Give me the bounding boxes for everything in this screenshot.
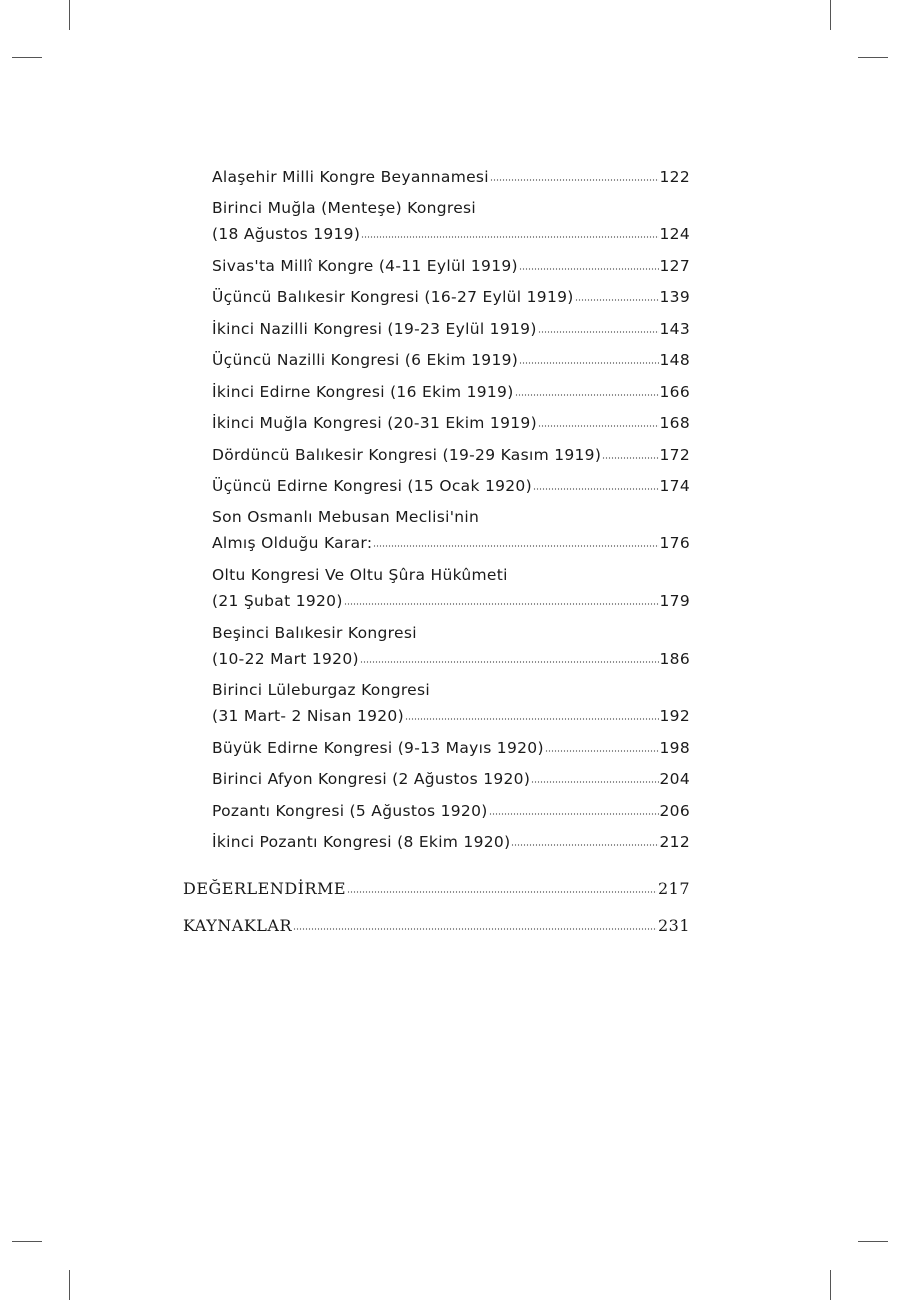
toc-entry-line bbox=[212, 446, 690, 464]
page-number: 179 bbox=[659, 592, 690, 610]
dot-leader bbox=[347, 890, 657, 894]
dot-leader bbox=[344, 602, 659, 606]
page-number: 127 bbox=[659, 257, 690, 275]
page-number: 198 bbox=[659, 739, 690, 757]
dot-leader bbox=[531, 780, 658, 784]
dot-leader bbox=[489, 812, 659, 816]
toc-entry-title-line: Beşinci Balıkesir Kongresi bbox=[212, 624, 417, 642]
toc-entry-line bbox=[212, 383, 690, 401]
toc-entry-line bbox=[212, 320, 690, 338]
toc-entry[interactable] bbox=[212, 802, 690, 828]
page-number: 176 bbox=[659, 534, 690, 552]
toc-entry-line bbox=[212, 534, 690, 552]
toc-entry-title: Pozantı Kongresi (5 Ağustos 1920) bbox=[212, 802, 488, 820]
toc-entry-title: Büyük Edirne Kongresi (9-13 Mayıs 1920) bbox=[212, 739, 544, 757]
dot-leader bbox=[293, 927, 657, 931]
page-number: 168 bbox=[659, 414, 690, 432]
chapter-entry[interactable] bbox=[183, 879, 690, 903]
page-number: 212 bbox=[659, 833, 690, 851]
toc-entry-title: Üçüncü Balıkesir Kongresi (16-27 Eylül 1919) bbox=[212, 288, 574, 306]
page-number: 143 bbox=[659, 320, 690, 338]
dot-leader bbox=[575, 298, 659, 302]
page-number: 148 bbox=[659, 351, 690, 369]
toc-entry[interactable] bbox=[212, 624, 690, 676]
toc-entry-line bbox=[212, 414, 690, 432]
toc-entry[interactable] bbox=[212, 288, 690, 314]
toc-entry-title: Sivas'ta Millî Kongre (4-11 Eylül 1919) bbox=[212, 257, 518, 275]
toc-entry-line bbox=[212, 168, 690, 186]
page-number: 231 bbox=[657, 916, 690, 935]
toc-entry[interactable] bbox=[212, 383, 690, 409]
page-number: 166 bbox=[659, 383, 690, 401]
toc-entry[interactable] bbox=[212, 770, 690, 796]
page-number: 217 bbox=[657, 879, 690, 898]
dot-leader bbox=[405, 717, 659, 721]
toc-entry-line bbox=[212, 802, 690, 820]
dot-leader bbox=[360, 660, 659, 664]
page-number: 122 bbox=[659, 168, 690, 186]
chapter-entry[interactable] bbox=[183, 916, 690, 940]
toc-entry-line bbox=[212, 351, 690, 369]
toc-entry-title-line: Son Osmanlı Mebusan Meclisi'nin bbox=[212, 508, 480, 526]
toc-entry-title: İkinci Nazilli Kongresi (19-23 Eylül 1919) bbox=[212, 320, 537, 338]
toc-entry[interactable] bbox=[212, 739, 690, 765]
toc-entry-title: Dördüncü Balıkesir Kongresi (19-29 Kasım 1919) bbox=[212, 446, 602, 464]
toc-entry[interactable] bbox=[212, 351, 690, 377]
toc-entry[interactable] bbox=[212, 833, 690, 859]
chapter-line bbox=[183, 916, 690, 935]
dot-leader bbox=[533, 487, 659, 491]
toc-entry-title: (18 Ağustos 1919) bbox=[212, 225, 361, 243]
toc-entry[interactable] bbox=[212, 681, 690, 733]
toc-entry[interactable] bbox=[212, 199, 690, 251]
toc-entry-title: Alaşehir Milli Kongre Beyannamesi bbox=[212, 168, 489, 186]
toc-entry-title: Birinci Afyon Kongresi (2 Ağustos 1920) bbox=[212, 770, 531, 788]
toc-entry-title: (10-22 Mart 1920) bbox=[212, 650, 359, 668]
dot-leader bbox=[538, 330, 659, 334]
toc-entry-line bbox=[212, 257, 690, 275]
toc-entry-title-line: Birinci Lüleburgaz Kongresi bbox=[212, 681, 430, 699]
dot-leader bbox=[538, 424, 659, 428]
page-number: 192 bbox=[659, 707, 690, 725]
toc-entry[interactable] bbox=[212, 168, 690, 194]
dot-leader bbox=[602, 456, 658, 460]
dot-leader bbox=[490, 178, 659, 182]
toc-entry-line bbox=[212, 225, 690, 243]
page-number: 172 bbox=[659, 446, 690, 464]
toc-entry-title: (31 Mart- 2 Nisan 1920) bbox=[212, 707, 404, 725]
toc-entry-line bbox=[212, 288, 690, 306]
toc-entry[interactable] bbox=[212, 508, 690, 560]
toc-entry-title: İkinci Pozantı Kongresi (8 Ekim 1920) bbox=[212, 833, 511, 851]
toc-entry-line bbox=[212, 707, 690, 725]
page-number: 174 bbox=[659, 477, 690, 495]
toc-entry-title: Almış Olduğu Karar: bbox=[212, 534, 373, 552]
toc-entry[interactable] bbox=[212, 446, 690, 472]
dot-leader bbox=[545, 749, 659, 753]
toc-entry-title: İkinci Edirne Kongresi (16 Ekim 1919) bbox=[212, 383, 514, 401]
toc-entry[interactable] bbox=[212, 257, 690, 283]
toc-entry-title: İkinci Muğla Kongresi (20-31 Ekim 1919) bbox=[212, 414, 537, 432]
toc-entry-title-line: Birinci Muğla (Menteşe) Kongresi bbox=[212, 199, 477, 217]
toc-entry-line bbox=[212, 650, 690, 668]
toc-entry-line bbox=[212, 739, 690, 757]
toc-entry[interactable] bbox=[212, 566, 690, 618]
toc-entry-title: Üçüncü Edirne Kongresi (15 Ocak 1920) bbox=[212, 477, 532, 495]
dot-leader bbox=[373, 544, 658, 548]
toc-entry-line bbox=[212, 477, 690, 495]
page-number: 206 bbox=[659, 802, 690, 820]
page-number: 186 bbox=[659, 650, 690, 668]
page-number: 124 bbox=[659, 225, 690, 243]
toc-entry-title-line: Oltu Kongresi Ve Oltu Şûra Hükûmeti bbox=[212, 566, 508, 584]
page-number: 204 bbox=[659, 770, 690, 788]
dot-leader bbox=[519, 361, 658, 365]
chapter-title: KAYNAKLAR bbox=[183, 916, 293, 935]
toc-entry[interactable] bbox=[212, 320, 690, 346]
chapter-title: DEĞERLENDİRME bbox=[183, 879, 347, 898]
dot-leader bbox=[511, 843, 658, 847]
dot-leader bbox=[361, 235, 658, 239]
dot-leader bbox=[515, 393, 659, 397]
toc-entry[interactable] bbox=[212, 477, 690, 503]
toc-entry-line bbox=[212, 833, 690, 851]
chapter-line bbox=[183, 879, 690, 898]
toc-entry-line bbox=[212, 770, 690, 788]
toc-entry-title: Üçüncü Nazilli Kongresi (6 Ekim 1919) bbox=[212, 351, 519, 369]
toc-entry-line bbox=[212, 592, 690, 610]
toc-entry-title: (21 Şubat 1920) bbox=[212, 592, 343, 610]
toc-entry[interactable] bbox=[212, 414, 690, 440]
page-number: 139 bbox=[659, 288, 690, 306]
dot-leader bbox=[519, 267, 659, 271]
